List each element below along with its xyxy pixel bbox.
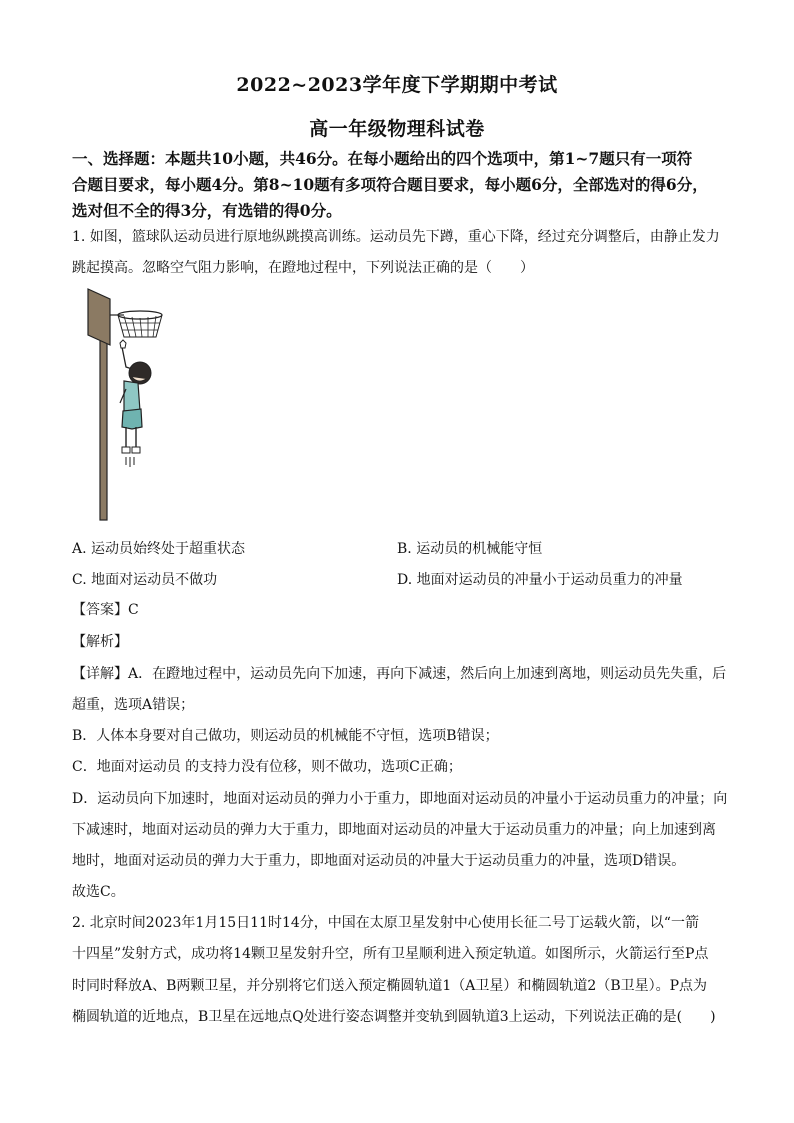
basketball-jump-figure: [80, 285, 180, 525]
q1-detail-line-2: 超重，选项A错误；: [72, 697, 195, 713]
q1-detail-line-7: 地时，地面对运动员的弹力大于重力，即地面对运动员的冲量大于运动员重力的冲量，选项D错误。: [72, 853, 686, 869]
detail-tag: 【详解】: [72, 666, 128, 682]
q2-line-3: 时同时释放A、B两颗卫星，并分别将它们送入预定椭圆轨道1（A卫星）和椭圆轨道2（B卫星）。P点为: [72, 978, 708, 994]
q1-stem-line-1: 1. 如图，篮球队运动员进行原地纵跳摸高训练。运动员先下蹲，重心下降，经过充分调整后，由静止发力: [72, 229, 720, 245]
answer-tag: 【答案】: [72, 602, 128, 618]
q1-detail-line-3: B．人体本身要对自己做功，则运动员的机械能不守恒，选项B错误；: [72, 728, 499, 744]
q1-stem-line-2: 跳起摸高。忽略空气阻力影响，在蹬地过程中，下列说法正确的是（ ）: [72, 260, 534, 276]
q1-analysis-tag: 【解析】: [72, 634, 128, 650]
section-line-2: 合题目要求，每小题4分。第8~10题有多项符合题目要求，每小题6分，全部选对的得6分，: [72, 175, 708, 194]
section-instructions: [72, 146, 727, 224]
q1-detail-line-5: D．运动员向下加速时，地面对运动员的弹力小于重力，即地面对运动员的冲量小于运动员重力的冲量；向: [72, 791, 728, 807]
detail-text-1: A．在蹬地过程中，运动员先向下加速，再向下减速，然后向上加速到离地，则运动员先失重，后: [128, 666, 727, 682]
q1-option-c: C. 地面对运动员不做功: [72, 572, 218, 588]
q1-option-a: A. 运动员始终处于超重状态: [72, 541, 246, 557]
q2-line-4: 椭圆轨道的近地点，B卫星在远地点Q处进行姿态调整并变轨到圆轨道3上运动，下列说法正确的是( ): [72, 1009, 716, 1025]
q1-option-d: D. 地面对运动员的冲量小于运动员重力的冲量: [397, 572, 683, 588]
answer-value: C: [128, 602, 139, 618]
section-line-1: 一、选择题：本题共10小题，共46分。在每小题给出的四个选项中，第1~7题只有一项符: [72, 149, 693, 168]
exam-title: 2022~2023学年度下学期期中考试: [236, 74, 558, 96]
exam-subtitle: 高一年级物理科试卷: [309, 118, 485, 140]
q2-line-2: 十四星”发射方式，成功将14颗卫星发射升空，所有卫星顺利进入预定轨道。如图所示，火箭运行至P点: [72, 946, 709, 962]
athlete-shirt: [124, 381, 140, 413]
q1-detail-line-6: 下减速时，地面对运动员的弹力大于重力，即地面对运动员的冲量大于运动员重力的冲量；向上加速到离: [72, 822, 716, 838]
section-line-3: 选对但不全的得3分，有选错的得0分。: [72, 201, 342, 220]
backboard: [88, 289, 110, 345]
q2-line-1: 2. 北京时间2023年1月15日11时14分，中国在太原卫星发射中心使用长征二号丁运载火箭，以“一箭: [72, 915, 699, 931]
q1-conclusion: 故选C。: [72, 884, 125, 900]
q1-detail-line-4: C．地面对运动员 的支持力没有位移，则不做功，选项C正确；: [72, 759, 462, 775]
q1-answer: [72, 599, 139, 619]
q1-option-b: B. 运动员的机械能守恒: [397, 541, 543, 557]
q1-detail-line-1: [72, 663, 726, 683]
